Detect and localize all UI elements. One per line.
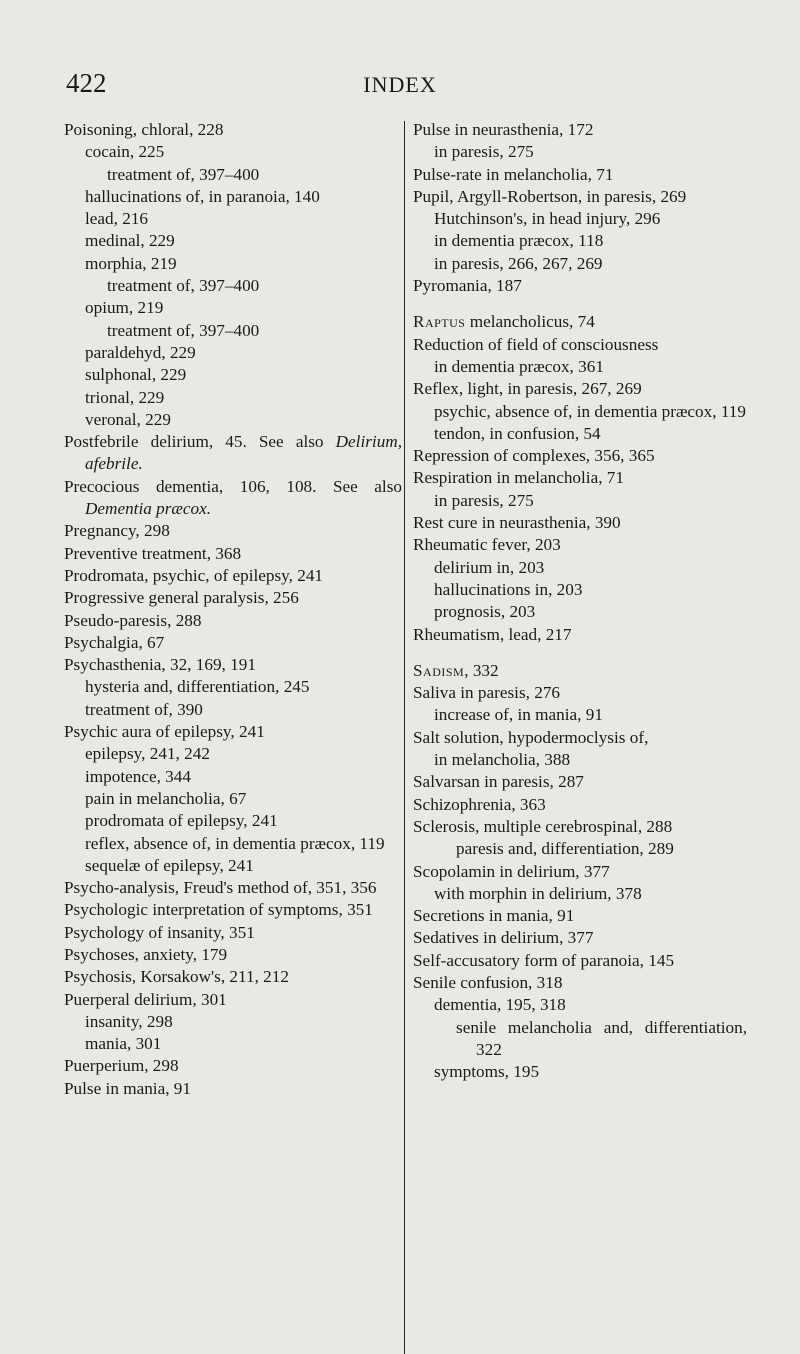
index-entry [413, 624, 747, 646]
entry-text: lead, 216 [85, 209, 149, 229]
index-entry [64, 431, 402, 476]
entry-text: hallucinations of, in paranoia, 140 [85, 186, 320, 206]
entry-text: treatment of, 390 [85, 699, 203, 719]
entry-text: cocain, 225 [85, 142, 165, 162]
index-entry [413, 905, 747, 927]
index-entry [64, 364, 402, 386]
column-divider [404, 121, 405, 1354]
entry-text: mania, 301 [85, 1034, 162, 1054]
index-entry [413, 838, 747, 860]
entry-text: morphia, 219 [85, 253, 177, 273]
entry-text: dementia, 195, 318 [434, 995, 566, 1015]
entry-text: Poisoning, chloral, 228 [64, 120, 224, 139]
index-entry [413, 601, 747, 623]
entry-text: prognosis, 203 [434, 602, 536, 622]
index-entry [64, 1011, 402, 1033]
index-entry [64, 810, 402, 832]
entry-text: treatment of, 397–400 [107, 320, 260, 340]
index-entry [64, 743, 402, 765]
entry-text: delirium in, 203 [434, 557, 545, 577]
index-entry [64, 141, 402, 163]
entry-text: insanity, 298 [85, 1011, 173, 1031]
index-entry [413, 950, 747, 972]
index-entry [413, 378, 747, 400]
entry-text: Sedatives in delirium, 377 [413, 928, 594, 948]
entry-text: in melancholia, 388 [434, 750, 571, 770]
index-entry [64, 587, 402, 609]
entry-text: paresis and, differentiation, 289 [456, 839, 674, 859]
index-entry [413, 534, 747, 556]
index-entry [64, 989, 402, 1011]
entry-text: Pregnancy, 298 [64, 521, 170, 541]
entry-text: in dementia præcox, 361 [434, 356, 604, 376]
index-entry [64, 721, 402, 743]
entry-text: hysteria and, differentiation, 245 [85, 677, 310, 697]
entry-text: Psychalgia, 67 [64, 632, 165, 652]
index-entry [64, 230, 402, 252]
entry-text: Prodromata, psychic, of epilepsy, 241 [64, 565, 324, 585]
index-entry [64, 1055, 402, 1077]
index-entry [413, 512, 747, 534]
index-entry [64, 855, 402, 877]
entry-text: senile melancholia and, differentiation, 322 [456, 1017, 747, 1059]
entry-text: Preventive treatment, 368 [64, 543, 242, 563]
entry-text: Psychasthenia, 32, 169, 191 [64, 655, 256, 675]
index-entry [413, 445, 747, 467]
entry-text: psychic, absence of, in dementia præcox, 119 [434, 401, 746, 421]
entry-text: Salt solution, hypodermoclysis of, [413, 727, 649, 747]
entry-text: Precocious dementia, 106, 108. See also [64, 476, 402, 496]
entry-cross-reference: Delirium, afebrile. [85, 432, 402, 474]
index-entry [64, 476, 402, 521]
entry-text: Puerperal delirium, 301 [64, 989, 227, 1009]
index-entry [413, 1061, 747, 1083]
entry-text: Rest cure in neurasthenia, 390 [413, 513, 621, 533]
index-entry [413, 275, 747, 297]
index-entry [64, 186, 402, 208]
entry-text: Psychologic interpretation of symptoms, 351 [64, 900, 373, 920]
index-entry [64, 766, 402, 788]
index-entry [413, 557, 747, 579]
index-entry [64, 922, 402, 944]
index-entry [64, 520, 402, 542]
index-column-left [64, 119, 402, 1100]
index-entry [64, 944, 402, 966]
index-entry [64, 610, 402, 632]
index-entry [413, 660, 747, 682]
entry-text: Pulse-rate in melancholia, 71 [413, 164, 614, 184]
entry-text: reflex, absence of, in dementia præcox, 119 [85, 833, 385, 853]
index-entry [64, 632, 402, 654]
index-entry [413, 994, 747, 1016]
entry-text: hallucinations in, 203 [434, 579, 583, 599]
index-entry [413, 208, 747, 230]
entry-text: in dementia præcox, 118 [434, 231, 604, 251]
index-entry [413, 119, 747, 141]
index-entry [413, 771, 747, 793]
index-entry [64, 899, 402, 921]
entry-text: impotence, 344 [85, 766, 191, 786]
entry-text: Psychic aura of epilepsy, 241 [64, 722, 265, 742]
entry-text: increase of, in mania, 91 [434, 705, 603, 725]
index-entry [64, 320, 402, 342]
entry-text: Postfebrile delirium, 45. See also [64, 432, 336, 452]
index-entry [413, 704, 747, 726]
index-entry [413, 727, 747, 749]
index-entry [64, 966, 402, 988]
entry-text: melancholicus, 74 [465, 312, 595, 332]
index-entry [413, 972, 747, 994]
entry-text: Puerperium, 298 [64, 1056, 179, 1076]
index-entry [413, 423, 747, 445]
entry-text: Pulse in neurasthenia, 172 [413, 120, 594, 139]
entry-text: Pulse in mania, 91 [64, 1078, 191, 1098]
entry-text: Psycho-analysis, Freud's method of, 351, 356 [64, 878, 377, 898]
entry-text: with morphin in delirium, 378 [434, 883, 642, 903]
entry-text: epilepsy, 241, 242 [85, 744, 210, 764]
entry-text: prodromata of epilepsy, 241 [85, 811, 278, 831]
entry-text: paraldehyd, 229 [85, 342, 196, 362]
index-entry [64, 275, 402, 297]
entry-text: Psychosis, Korsakow's, 211, 212 [64, 967, 289, 987]
entry-headword: Raptus [413, 312, 466, 332]
index-entry [413, 749, 747, 771]
entry-text: treatment of, 397–400 [107, 164, 260, 184]
index-entry [413, 861, 747, 883]
index-column-right [413, 119, 747, 1083]
entry-text: sequelæ of epilepsy, 241 [85, 855, 254, 875]
entry-text: Saliva in paresis, 276 [413, 683, 561, 703]
entry-text: Scopolamin in delirium, 377 [413, 861, 610, 881]
index-entry [413, 927, 747, 949]
index-entry [64, 164, 402, 186]
index-entry [64, 788, 402, 810]
index-entry [64, 1078, 402, 1100]
index-entry [413, 682, 747, 704]
entry-text: sulphonal, 229 [85, 365, 187, 385]
entry-text: pain in melancholia, 67 [85, 788, 247, 808]
index-entry [413, 141, 747, 163]
entry-text: , 332 [464, 660, 499, 680]
index-entry [413, 253, 747, 275]
entry-text: symptoms, 195 [434, 1062, 540, 1082]
entry-text: Pseudo-paresis, 288 [64, 610, 202, 630]
entry-text: treatment of, 397–400 [107, 276, 260, 296]
index-entry [413, 334, 747, 356]
index-entry [413, 467, 747, 489]
index-entry [64, 676, 402, 698]
entry-text: Sclerosis, multiple cerebrospinal, 288 [413, 816, 673, 836]
entry-text: Pupil, Argyll-Robertson, in paresis, 269 [413, 186, 687, 206]
entry-text: opium, 219 [85, 298, 164, 318]
index-entry [413, 230, 747, 252]
entry-text: Repression of complexes, 356, 365 [413, 446, 655, 466]
index-entry [64, 877, 402, 899]
index-entry [64, 208, 402, 230]
entry-text: tendon, in confusion, 54 [434, 423, 601, 443]
entry-text: Schizophrenia, 363 [413, 794, 546, 814]
entry-text: Progressive general paralysis, 256 [64, 588, 299, 608]
entry-text: Psychology of insanity, 351 [64, 922, 255, 942]
index-entry [64, 342, 402, 364]
index-entry [413, 311, 747, 333]
index-entry [64, 253, 402, 275]
index-entry [64, 654, 402, 676]
entry-text: Hutchinson's, in head injury, 296 [434, 209, 661, 229]
index-entry [64, 833, 402, 855]
index-entry [64, 297, 402, 319]
entry-text: in paresis, 275 [434, 490, 534, 510]
index-entry [64, 409, 402, 431]
entry-text: Reflex, light, in paresis, 267, 269 [413, 379, 642, 399]
index-entry [413, 794, 747, 816]
index-entry [413, 816, 747, 838]
entry-text: Secretions in mania, 91 [413, 906, 575, 926]
entry-text: Rheumatic fever, 203 [413, 535, 561, 555]
entry-text: Pyromania, 187 [413, 276, 522, 296]
index-entry [64, 387, 402, 409]
index-entry [413, 490, 747, 512]
page-title: INDEX [363, 72, 437, 97]
entry-headword: Sadism [413, 660, 465, 680]
index-entry [64, 119, 402, 141]
index-entry [413, 164, 747, 186]
entry-text: Reduction of field of consciousness [413, 334, 659, 354]
index-entry [413, 883, 747, 905]
index-entry [413, 356, 747, 378]
index-entry [64, 699, 402, 721]
page-number: 422 [66, 68, 107, 98]
index-entry [413, 1017, 747, 1062]
entry-text: trional, 229 [85, 387, 165, 407]
entry-text: Senile confusion, 318 [413, 972, 563, 992]
index-entry [64, 1033, 402, 1055]
index-entry [64, 565, 402, 587]
entry-text: medinal, 229 [85, 231, 175, 251]
entry-text: in paresis, 275 [434, 142, 534, 162]
index-entry [413, 579, 747, 601]
entry-text: Salvarsan in paresis, 287 [413, 772, 584, 792]
entry-text: Psychoses, anxiety, 179 [64, 944, 228, 964]
entry-text: Self-accusatory form of paranoia, 145 [413, 950, 675, 970]
entry-text: Rheumatism, lead, 217 [413, 624, 572, 644]
index-entry [413, 401, 747, 423]
index-entry [413, 186, 747, 208]
index-entry [64, 543, 402, 565]
entry-text: Respiration in melancholia, 71 [413, 468, 624, 488]
entry-text: veronal, 229 [85, 409, 171, 429]
entry-cross-reference: Dementia præcox. [85, 499, 212, 519]
entry-text: in paresis, 266, 267, 269 [434, 253, 603, 273]
